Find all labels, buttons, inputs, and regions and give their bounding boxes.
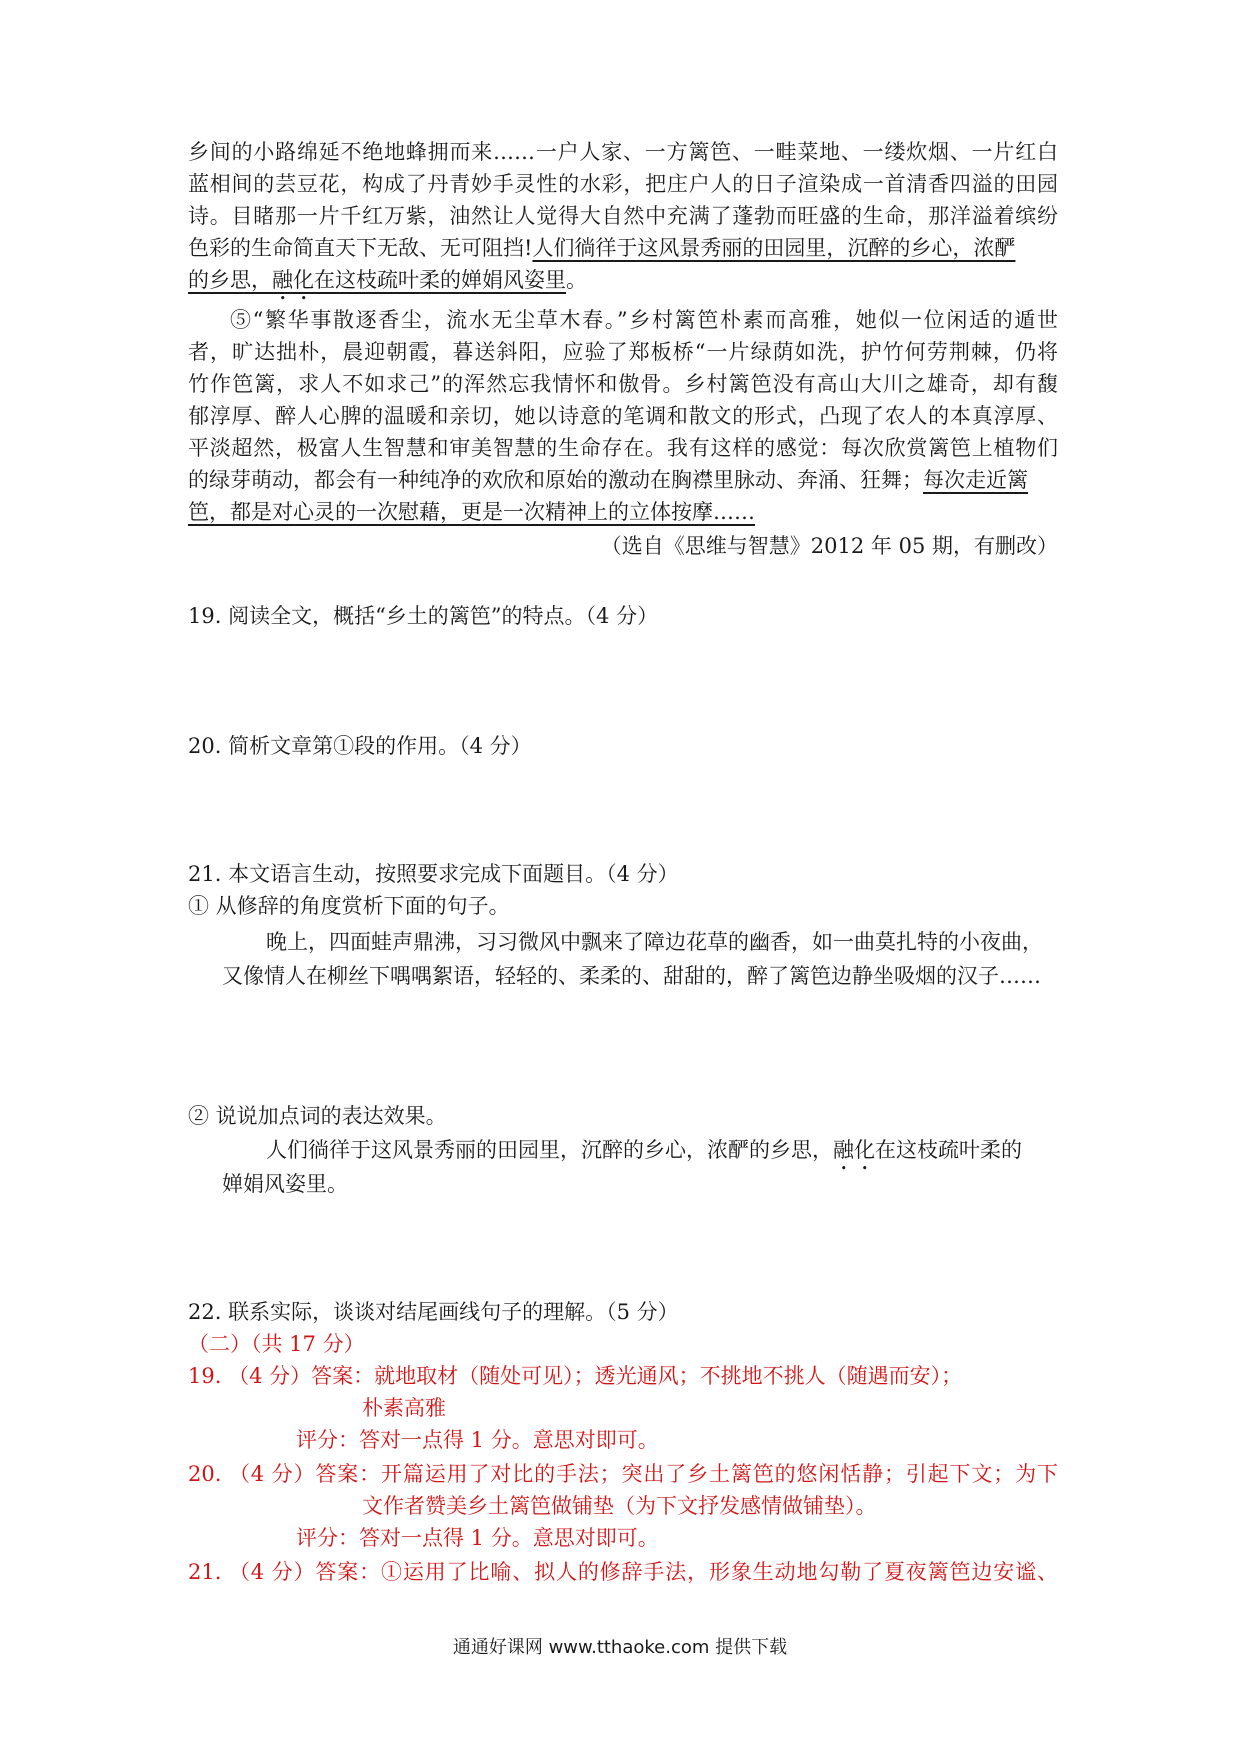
answer-20: 20. （4 分）答案：开篇运用了对比的手法；突出了乡土篱笆的悠闲恬静；引起下文；为下 bbox=[188, 1462, 1058, 1486]
question-22: 22. 联系实际，谈谈对结尾画线句子的理解。（5 分） bbox=[188, 1300, 679, 1324]
passage-line: 竹作笆篱，求人不如求己”的浑然忘我情怀和傲骨。乡村篱笆没有高山大川之雄奇，却有馥 bbox=[188, 372, 1058, 396]
question-19: 19. 阅读全文，概括“乡土的篱笆”的特点。（4 分） bbox=[188, 604, 659, 628]
quoted-sentence: 又像情人在柳丝下喁喁絮语，轻轻的、柔柔的、甜甜的，醉了篱笆边静坐吸烟的汉子…… bbox=[222, 964, 1041, 988]
underlined-sentence bbox=[188, 268, 566, 292]
answer-section-header: （二）（共 17 分） bbox=[188, 1332, 365, 1356]
question-21-part-2: ② 说说加点词的表达效果。 bbox=[188, 1104, 447, 1128]
dotted-word: 融化 bbox=[833, 1138, 875, 1162]
answer-20-scoring: 评分：答对一点得 1 分。意思对即可。 bbox=[296, 1526, 659, 1550]
quoted-sentence: 婵娟风姿里。 bbox=[222, 1172, 348, 1196]
underlined-sentence: 人们徜徉于这风景秀丽的田园里，沉醉的乡心，浓酽 bbox=[532, 236, 1016, 260]
page-footer: 通通好课网 www.tthaoke.com 提供下载 bbox=[452, 1637, 788, 1658]
passage-line bbox=[188, 264, 1058, 305]
question-20: 20. 简析文章第①段的作用。（4 分） bbox=[188, 734, 532, 758]
underlined-sentence: 每次走近篱 bbox=[923, 468, 1028, 492]
passage-text: 的乡思， bbox=[188, 268, 272, 292]
passage-line: 平淡超然，极富人生智慧和审美智慧的生命存在。我有这样的感觉：每次欣赏篱笆上植物们 bbox=[188, 436, 1058, 460]
passage-line bbox=[188, 496, 1058, 528]
passage-line: 郁淳厚、醉人心脾的温暖和亲切，她以诗意的笔调和散文的形式，凸现了农人的本真淳厚、 bbox=[188, 404, 1058, 428]
underlined-sentence: 笆，都是对心灵的一次慰藉，更是一次精神上的立体按摩…… bbox=[188, 500, 755, 524]
passage-text: 的绿芽萌动，都会有一种纯净的欢欣和原始的激动在胸襟里脉动、奔涌、狂舞； bbox=[188, 468, 923, 492]
answer-19-scoring: 评分：答对一点得 1 分。意思对即可。 bbox=[296, 1428, 659, 1452]
passage-line: 诗。目睹那一片千红万紫，油然让人觉得大自然中充满了蓬勃而旺盛的生命，那洋溢着缤纷 bbox=[188, 204, 1058, 228]
question-21: 21. 本文语言生动，按照要求完成下面题目。（4 分） bbox=[188, 862, 679, 886]
answer-20-cont: 文作者赞美乡土篱笆做铺垫（为下文抒发感情做铺垫）。 bbox=[362, 1494, 877, 1518]
answer-19: 19. （4 分）答案：就地取材（随处可见）；透光通风；不挑地不挑人（随遇而安）； bbox=[188, 1364, 963, 1388]
dotted-word: 融化 bbox=[272, 268, 314, 292]
passage-line bbox=[188, 232, 1058, 264]
passage-line: 乡间的小路绵延不绝地蜂拥而来……一户人家、一方篱笆、一畦菜地、一缕炊烟、一片红白 bbox=[188, 140, 1058, 164]
quoted-text: 在这枝疏叶柔的 bbox=[875, 1138, 1022, 1162]
passage-line: 蓝相间的芸豆花，构成了丹青妙手灵性的水彩，把庄户人的日子渲染成一首清香四溢的田园 bbox=[188, 172, 1058, 196]
answer-21: 21. （4 分）答案：①运用了比喻、拟人的修辞手法，形象生动地勾勒了夏夜篱笆边安谧、 bbox=[188, 1560, 1058, 1584]
quoted-sentence: 晚上，四面蛙声鼎沸，习习微风中飘来了障边花草的幽香，如一曲莫扎特的小夜曲， bbox=[266, 930, 1043, 954]
passage-line bbox=[188, 464, 1058, 496]
passage-line: ⑤“繁华事散逐香尘，流水无尘草木春。”乡村篱笆朴素而高雅，她似一位闲适的遁世 bbox=[230, 308, 1058, 332]
source-citation: （选自《思维与智慧》2012 年 05 期，有删改） bbox=[600, 534, 1058, 558]
passage-text: 色彩的生命简直天下无敌、无可阻挡! bbox=[188, 236, 533, 260]
answer-19-cont: 朴素高雅 bbox=[362, 1396, 446, 1420]
passage-text: 在这枝疏叶柔的婵娟风姿里 bbox=[314, 268, 566, 292]
quoted-text: 人们徜徉于这风景秀丽的田园里，沉醉的乡心，浓酽的乡思， bbox=[266, 1138, 833, 1162]
passage-line: 者，旷达拙朴，晨迎朝霞，暮送斜阳，应验了郑板桥“一片绿荫如洗，护竹何劳荆棘，仍将 bbox=[188, 340, 1058, 364]
question-21-part-1: ① 从修辞的角度赏析下面的句子。 bbox=[188, 894, 510, 918]
passage-text: 。 bbox=[566, 268, 587, 292]
